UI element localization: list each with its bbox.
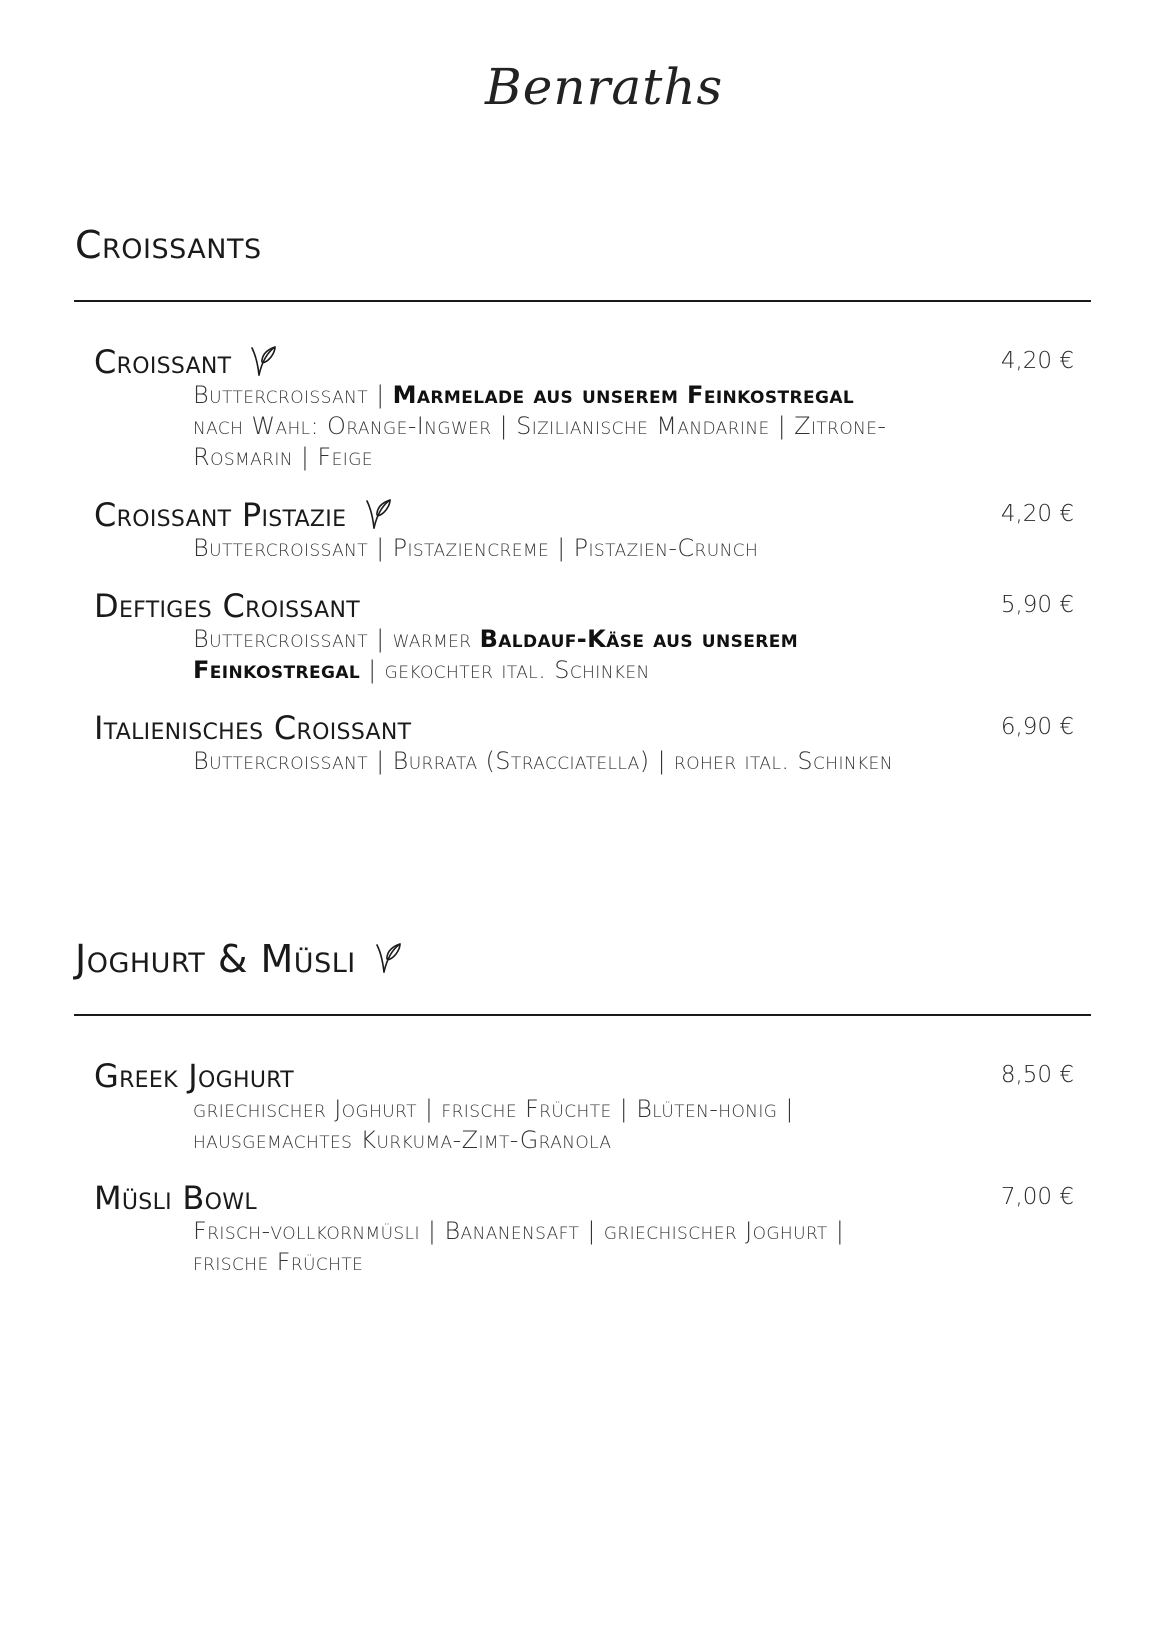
menu-item <box>94 1180 1074 1278</box>
item-description-text: griechischer Joghurt | frische Früchte | Blüten-honig | hausgemachtes Kurkuma-Zimt-Granola <box>193 1095 794 1154</box>
item-description <box>193 1094 903 1156</box>
menu-item <box>94 497 1074 564</box>
item-name <box>94 588 1074 624</box>
item-description-highlight: Marmelade aus unserem Feinkostregal <box>392 381 855 409</box>
item-name-text: Deftiges Croissant <box>94 587 360 625</box>
item-description-highlight: Baldauf-Käse aus unserem Feinkostregal <box>193 625 799 684</box>
item-description-text: | gekochter ital. Schinken <box>360 656 650 684</box>
menu-item <box>94 344 1074 473</box>
item-description-text: nach Wahl: Orange-Ingwer | Sizilianische Mandarine | Zitrone-Rosmarin | Feige <box>193 412 887 471</box>
section-joghurt-muesli <box>75 936 1090 1276</box>
item-price: 5,90 € <box>1000 592 1074 618</box>
item-price: 8,50 € <box>1000 1062 1074 1088</box>
vegetarian-leaf-icon <box>249 344 279 380</box>
section-title-text: Croissants <box>75 223 262 267</box>
menu-item <box>94 1058 1074 1156</box>
item-price: 4,20 € <box>1000 348 1074 374</box>
section-divider <box>74 1014 1091 1016</box>
section-title <box>75 936 1090 982</box>
section-divider <box>74 300 1091 302</box>
item-price: 4,20 € <box>1000 501 1074 527</box>
item-description-text: Buttercroissant | Pistaziencreme | Pistazien-Crunch <box>193 534 759 562</box>
item-description <box>193 746 903 777</box>
section-croissants <box>75 222 1090 775</box>
item-description-text: Frisch-vollkornmüsli | Bananensaft | griechischer Joghurt | frische Früchte <box>193 1217 845 1276</box>
item-description <box>193 624 903 686</box>
brand-logo <box>475 30 724 140</box>
item-list <box>94 344 1074 801</box>
item-description <box>193 1216 903 1278</box>
item-description <box>193 533 903 564</box>
item-name <box>94 497 1074 533</box>
menu-item <box>94 710 1074 777</box>
item-description-text: Buttercroissant | Burrata (Stracciatella) | roher ital. Schinken <box>193 747 893 775</box>
item-list <box>94 1058 1074 1302</box>
item-description <box>193 380 903 473</box>
item-name-text: Müsli Bowl <box>94 1179 257 1217</box>
vegetarian-leaf-icon <box>374 941 404 977</box>
menu-item <box>94 588 1074 686</box>
item-name <box>94 344 1074 380</box>
item-name-text: Croissant <box>94 343 232 381</box>
item-price: 6,90 € <box>1000 714 1074 740</box>
brand-name: Benraths <box>485 58 724 116</box>
item-description-text: Buttercroissant | <box>193 381 393 409</box>
vegetarian-leaf-icon <box>364 497 394 533</box>
section-title-text: Joghurt & Müsli <box>75 937 356 981</box>
item-description-text: Buttercroissant | warmer <box>193 625 480 653</box>
item-name-text: Croissant Pistazie <box>94 496 347 534</box>
item-name-text: Greek Joghurt <box>94 1057 294 1095</box>
section-title <box>75 222 1090 268</box>
item-name <box>94 1058 1074 1094</box>
item-name <box>94 1180 1074 1216</box>
item-price: 7,00 € <box>1000 1184 1074 1210</box>
item-name-text: Italienisches Croissant <box>94 709 412 747</box>
item-name <box>94 710 1074 746</box>
